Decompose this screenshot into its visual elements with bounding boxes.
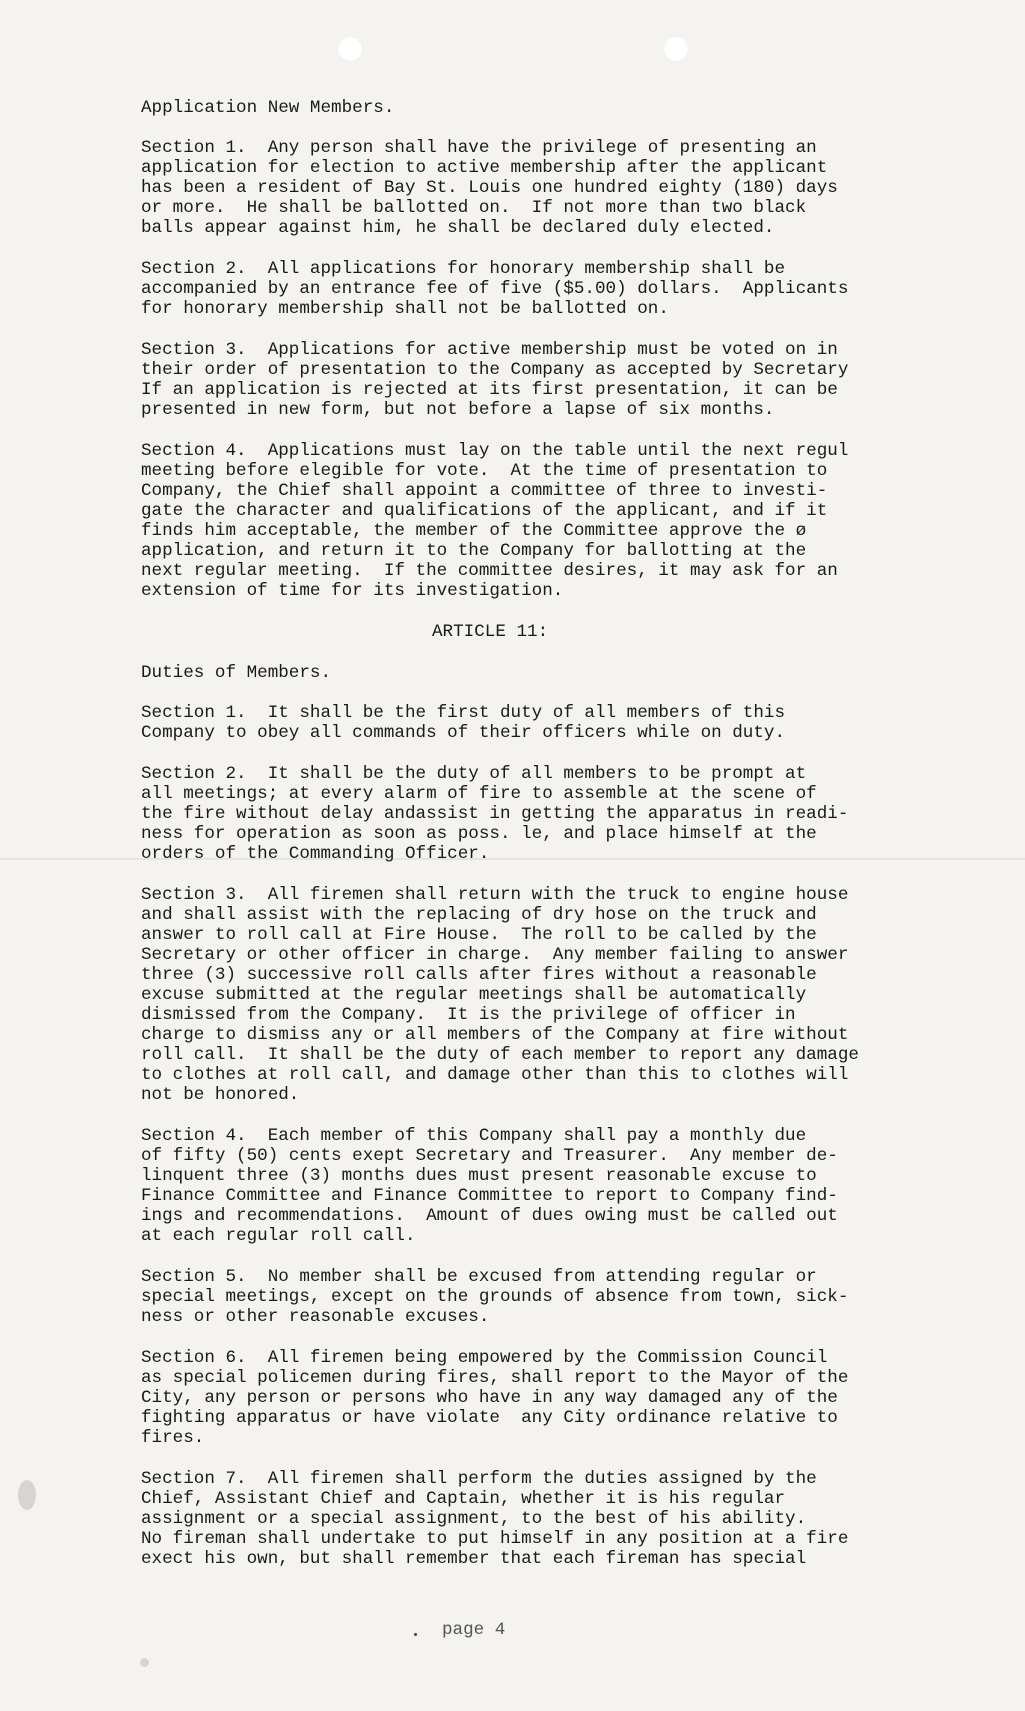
section-heading-applications: Application New Members. [141,98,395,118]
section-paragraph: Section 2. All applications for honorary membership shall be accompanied by an entrance fee of five ($5.00) dollars. Applicants for honorary membership shall not be ballotted on. [141,259,849,319]
document-body [141,98,961,1590]
stain-mark [18,1480,36,1510]
stain-mark [140,1658,149,1667]
section-paragraph: Section 4. Applications must lay on the table until the next regul meeting before elegible for vote. At the time of presentation to Company, the Chief shall appoint a committee of three to investi- gate the character and qualifications of the applicant, and if it finds him acceptable, the member of the Committee approve the ø application, and return it to the Company for ballotting at the next regular meeting. If the committee desires, it may ask for an extension of time for its investigation. [141,441,849,601]
section-paragraph: Section 1. Any person shall have the privilege of presenting an application for election to active membership after the applicant has been a resident of Bay St. Louis one hundred eighty (180) days or more. He shall be ballotted on. If not more than two black balls appear against him, he shall be declared duly elected. [141,138,838,238]
section-paragraph: Section 5. No member shall be excused from attending regular or special meetings, except on the grounds of absence from town, sick- ness or other reasonable excuses. [141,1267,849,1327]
section-paragraph: Section 2. It shall be the duty of all members to be prompt at all meetings; at every alarm of fire to assemble at the scene of the fire without delay andassist in getting the apparatus in readi- ness for operation as soon as poss. le, and place himself at the orders of the Commanding Officer. [141,764,849,864]
section-heading-duties: Duties of Members. [141,663,332,683]
article-title: ARTICLE 11: [432,622,549,642]
section-paragraph: Section 3. Applications for active membership must be voted on in their order of presentation to the Company as accepted by Secretary If an application is rejected at its first presentation, it can be presented in new form, but not before a lapse of six months. [141,340,849,420]
stray-dot [414,1633,417,1636]
page-number: page 4 [442,1620,506,1640]
section-paragraph: Section 1. It shall be the first duty of all members of this Company to obey all commands of their officers while on duty. [141,703,786,743]
punch-hole [663,36,689,62]
section-paragraph: Section 7. All firemen shall perform the duties assigned by the Chief, Assistant Chief and Captain, whether it is his regular assignment or a special assignment, to the best of his ability. No fireman shall undertake to put himself in any position at a fire exect his own, but shall remember that each fireman has special [141,1469,849,1569]
section-paragraph: Section 3. All firemen shall return with the truck to engine house and shall assist with the replacing of dry hose on the truck and answer to roll call at Fire House. The roll to be called by the Secretary or other officer in charge. Any member failing to answer three (3) successive roll calls after fires without a reasonable excuse submitted at the regular meetings shall be automatically dismissed from the Company. It is the privilege of officer in charge to dismiss any or all members of the Company at fire without roll call. It shall be the duty of each member to report any damage to clothes at roll call, and damage other than this to clothes will not be honored. [141,885,859,1105]
section-paragraph: Section 6. All firemen being empowered by the Commission Council as special policemen during fires, shall report to the Mayor of the City, any person or persons who have in any way damaged any of the fighting apparatus or have violate any City ordinance relative to fires. [141,1348,849,1448]
punch-hole [337,36,363,62]
section-paragraph: Section 4. Each member of this Company shall pay a monthly due of fifty (50) cents exept Secretary and Treasurer. Any member de- linquent three (3) months dues must present reasonable excuse to Finance Committee and Finance Committee to report to Company find- ings and recommendations. Amount of dues owing must be called out at each regular roll call. [141,1126,838,1246]
